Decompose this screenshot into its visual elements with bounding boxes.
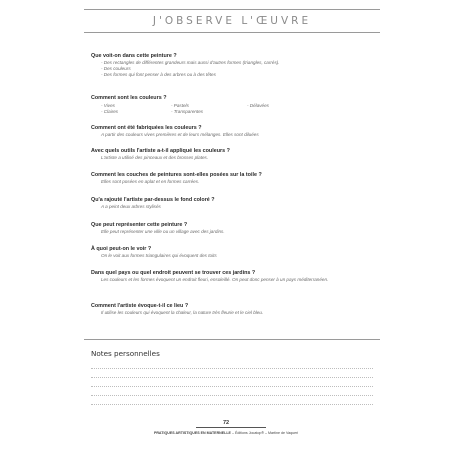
qa-block <box>91 222 381 235</box>
notes-line <box>91 377 373 378</box>
notes-divider <box>84 339 380 340</box>
answer: On le voit aux formes triangulaires qui évoquent des toits <box>101 253 217 258</box>
footer-credit <box>0 431 452 435</box>
answer-option: - Délavées <box>247 103 269 108</box>
answer: Elles sont posées en aplat et en formes carrées. <box>101 179 200 184</box>
answer: L'artiste a utilisé des pinceaux et des brosses plates. <box>101 155 209 160</box>
qa-block <box>91 148 381 161</box>
answer-option: - Pastels <box>171 103 189 108</box>
credits-text: – Éditions Jocatop® – Martine de Vaqueri <box>230 431 299 435</box>
question: Comment les couches de peintures sont-elles posées sur la toile ? <box>91 172 262 178</box>
notes-line <box>91 404 373 405</box>
section-header <box>84 9 380 33</box>
qa-block <box>91 95 381 116</box>
question: Comment l'artiste évoque-t-il ce lieu ? <box>91 303 189 309</box>
answer: - Des formes qui font penser à des arbres ou à des têtes <box>101 72 216 77</box>
answer-option: - Transparentes <box>171 109 204 114</box>
qa-block <box>91 270 381 283</box>
qa-block <box>91 303 381 316</box>
notes-line <box>91 368 373 369</box>
question: Que voit-on dans cette peinture ? <box>91 53 177 59</box>
answer: A a peint deux arbres stylisés <box>101 204 161 209</box>
question: Avec quels outils l'artiste a-t-il appliqué les couleurs ? <box>91 148 230 154</box>
page-number: 72 <box>222 420 230 426</box>
section-title: J'OBSERVE L'ŒUVRE <box>152 15 312 27</box>
answer: - Des rectangles de différentes grandeurs mais aussi d'autres formes (triangles, carrés). <box>101 60 280 65</box>
question: Comment ont été fabriquées les couleurs ? <box>91 125 202 131</box>
notes-line <box>91 386 373 387</box>
answer: Il utilise les couleurs qui évoquent la chaleur, la nature très fleurie et le ciel bleu. <box>101 310 264 315</box>
qa-block <box>91 246 381 259</box>
notes-title: Notes personnelles <box>91 349 160 358</box>
answer: - Des couleurs <box>101 66 131 71</box>
question: Comment sont les couleurs ? <box>91 95 167 101</box>
question: Que peut représenter cette peinture ? <box>91 222 188 228</box>
qa-block <box>91 125 381 138</box>
book-title: PRATIQUES ARTISTIQUES EN MATERNELLE <box>153 431 231 435</box>
notes-line <box>91 395 373 396</box>
question: Dans quel pays ou quel endroit peuvent se trouver ces jardins ? <box>91 270 256 276</box>
answer: Elle peut représenter une ville ou un village avec des jardins. <box>101 229 225 234</box>
question: À quoi peut-on le voir ? <box>91 246 152 252</box>
qa-block <box>91 53 381 78</box>
qa-block <box>91 172 381 185</box>
answer: A partir des couleurs vives premières et de leurs mélanges. Elles sont diluées <box>101 132 259 137</box>
answer-option: - Vives <box>101 103 115 108</box>
answer-paragraph: Les couleurs et les formes évoquent un endroit fleuri, ensoleillé. On peut donc penser à un pays méditerranéen. <box>101 277 329 282</box>
qa-block <box>91 197 381 210</box>
answer-option: - Claires <box>101 109 119 114</box>
question: Qu'a rajouté l'artiste par-dessus le fond coloré ? <box>91 197 215 203</box>
answer-options <box>91 102 381 116</box>
footer-rule <box>196 427 266 428</box>
